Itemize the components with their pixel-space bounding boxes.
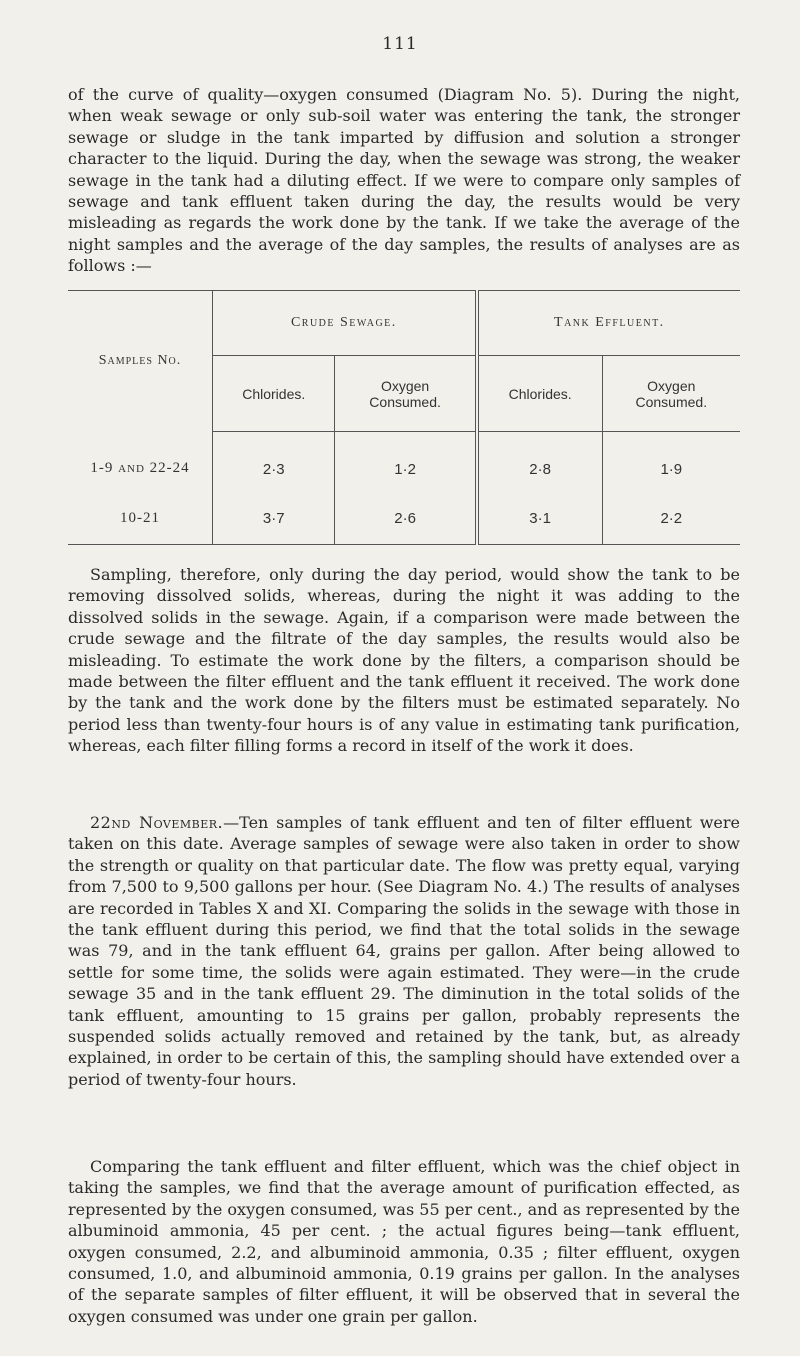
tank-oxygen-cell: 1·9 [660,460,683,478]
paragraph-comparing-effluents: Comparing the tank effluent and filter effluent, which was the chief object in taking the samples, we find that the average amount of purification effected, as represented by the oxygen consumed, was 55 per cent., and as represented by the albuminoid ammonia, 45 per cent. ; the actual figures being—tank effluent, oxygen consumed, 2.2, and albuminoid ammonia, 0.35 ; filter effluent, oxygen consumed, 1.0, and albuminoid ammonia, 0.19 grains per gallon. In the analyses of the separate samples of filter effluent, it will be observed that in several the oxygen consumed was under one grain per gallon. [68,1157,740,1326]
tank-chlorides-cell: 3·1 [477,492,602,544]
tank-oxygen-cell: 2·2 [660,509,683,527]
crude-oxygen-cell: 1·2 [394,460,416,478]
page-number: 111 [382,34,418,54]
paragraph-22nd-november-body: —Ten samples of tank effluent and ten of filter effluent were taken on this date. Average samples of sewage were also taken in order to show the strength or quality on that particular date. The flow was pretty equal, varying from 7,500 to 9,500 gallons per hour. (See Diagram No. 4.) The results of analyses are recorded in Tables X and XI. Comparing the solids in the sewage with those in the tank effluent during this period, we find that the total solids in the sewage was 79, and in the tank effluent 64, grains per gallon. After being allowed to settle for some time, the solids were again estimated. They were—in the crude sewage 35 and in the tank effluent 29. The diminution in the total solids of the tank effluent, amounting to 15 grains per gallon, probably represents the suspended solids actually removed and retained by the tank, but, as already explained, in order to be certain of this, the sampling should have extended over a period of twenty-four hours. [68,813,741,1089]
paragraph-sampling: Sampling, therefore, only during the day period, would show the tank to be removing dissolved solids, whereas, during the night it was adding to the dissolved solids in the sewage. Again, if a comparison were made between the crude sewage and the filtrate of the day samples, the results would also be misleading. To estimate the work done by the filters, a comparison should be made between the filter effluent and the tank effluent it received. The work done by the tank and the work done by the filters must be estimated separately. No period less than twenty-four hours is of any value in estimating tank purification, whereas, each filter filling forms a record in itself of the work it does. [68,565,740,756]
analysis-table [68,290,740,545]
crude-chlorides-cell: 3·7 [213,492,335,544]
tank-oxygen-header: Oxygen Consumed. [602,356,740,432]
tank-chlorides-header: Chlorides. [477,356,602,432]
analysis-table-container [68,290,740,545]
section-date-heading: 22nd November. [90,813,224,832]
table-row [68,431,740,492]
paragraph-22nd-november [68,812,740,1090]
sample-cell: 1-9 and 22-24 [68,431,213,492]
crude-oxygen-cell: 2·6 [394,509,416,527]
tank-chlorides-cell: 2·8 [477,431,602,492]
crude-chlorides-cell: 2·3 [213,431,335,492]
crude-chlorides-header: Chlorides. [213,356,335,432]
crude-oxygen-header: Oxygen Consumed. [335,356,477,432]
samples-column-header: Samples No. [68,291,213,432]
sample-cell: 10-21 [68,492,213,544]
tank-effluent-header: Tank Effluent. [477,291,740,356]
table-row [68,492,740,544]
paragraph-curve-of-quality: of the curve of quality—oxygen consumed (Diagram No. 5). During the night, when weak sewage or only sub-soil water was entering the tank, the stronger sewage or sludge in the tank imparted by diffusion and solution a stronger character to the liquid. During the day, when the sewage was strong, the weaker sewage in the tank had a diluting effect. If we were to compare only samples of sewage and tank effluent taken during the day, the results would be very misleading as regards the work done by the tank. If we take the average of the night samples and the average of the day samples, the results of analyses are as follows :— [68,85,740,276]
crude-sewage-header: Crude Sewage. [213,291,477,356]
